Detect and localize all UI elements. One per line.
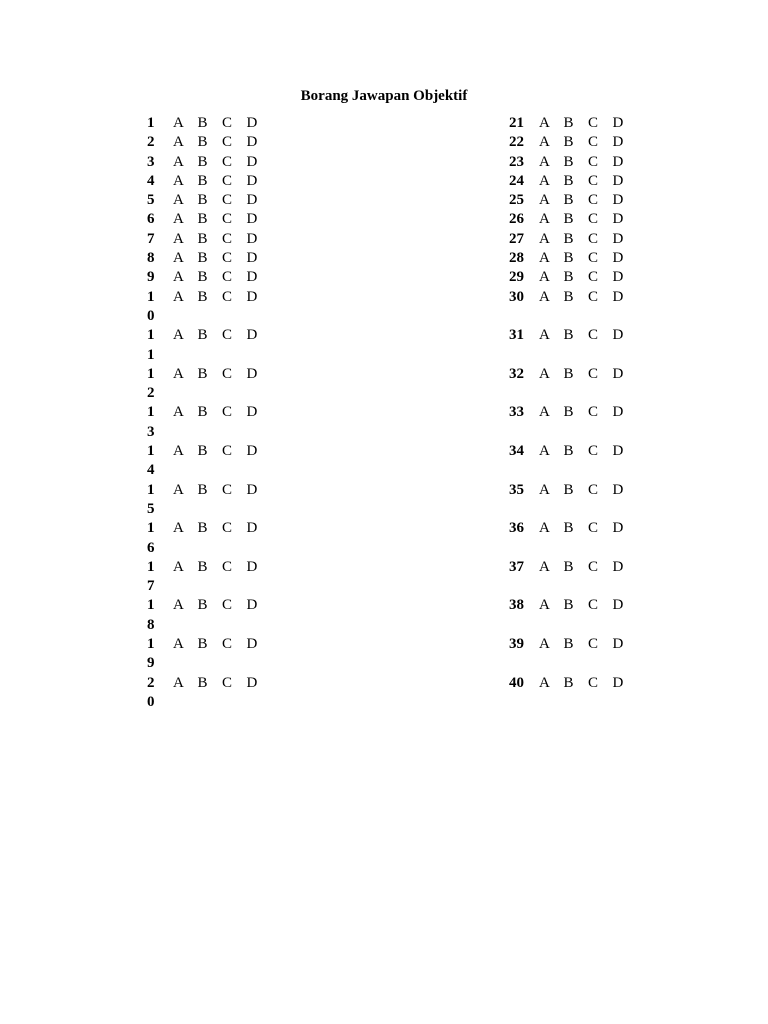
answer-row — [509, 326, 637, 365]
answer-row — [147, 133, 271, 152]
option-a[interactable]: A — [539, 636, 550, 653]
option-b[interactable]: B — [563, 134, 574, 151]
question-number: 32 — [509, 365, 524, 382]
option-b[interactable]: B — [563, 327, 574, 344]
answer-options — [539, 365, 637, 384]
question-number: 35 — [509, 481, 524, 498]
option-c[interactable]: C — [588, 597, 599, 614]
answer-options — [539, 442, 637, 461]
answer-row — [147, 326, 271, 365]
option-c[interactable]: C — [588, 327, 599, 344]
answer-row — [147, 249, 271, 268]
question-number: 22 — [509, 134, 524, 151]
option-c[interactable]: C — [588, 115, 599, 131]
option-b[interactable]: B — [197, 211, 208, 228]
answer-row — [509, 403, 637, 442]
answer-row — [147, 403, 271, 442]
option-a[interactable]: A — [173, 288, 184, 305]
option-d[interactable]: D — [612, 558, 624, 575]
answer-options — [173, 133, 271, 152]
option-d[interactable]: D — [612, 192, 624, 209]
option-b[interactable]: B — [563, 153, 574, 170]
option-d[interactable]: D — [246, 288, 258, 305]
question-number: 20 — [147, 674, 155, 710]
option-d[interactable]: D — [246, 230, 258, 247]
option-c[interactable]: C — [588, 520, 599, 537]
answer-row — [147, 153, 271, 172]
answer-options — [173, 210, 271, 229]
answer-options — [173, 442, 271, 461]
answer-options — [539, 326, 637, 345]
option-d[interactable]: D — [246, 558, 258, 575]
answer-row — [509, 558, 637, 597]
answer-options — [173, 191, 271, 210]
answer-options — [173, 249, 271, 268]
option-c[interactable]: C — [588, 250, 599, 267]
option-c[interactable]: C — [588, 211, 599, 228]
option-a[interactable]: A — [539, 558, 550, 575]
option-c[interactable]: C — [222, 250, 233, 267]
option-a[interactable]: A — [173, 636, 184, 653]
question-number: 9 — [147, 269, 155, 286]
answer-row — [147, 674, 271, 713]
option-a[interactable]: A — [539, 115, 550, 131]
option-c[interactable]: C — [588, 134, 599, 151]
question-number: 11 — [147, 327, 155, 363]
option-c[interactable]: C — [588, 443, 599, 460]
answer-row — [147, 268, 271, 287]
answer-options — [539, 288, 637, 307]
option-d[interactable]: D — [246, 172, 258, 189]
option-d[interactable]: D — [612, 520, 624, 537]
answer-column-left — [147, 114, 271, 712]
answer-options — [173, 481, 271, 500]
option-a[interactable]: A — [539, 481, 550, 498]
question-number: 40 — [509, 674, 524, 691]
option-b[interactable]: B — [563, 115, 574, 131]
option-c[interactable]: C — [222, 192, 233, 209]
option-c[interactable]: C — [222, 558, 233, 575]
question-number: 2 — [147, 134, 155, 151]
answer-row — [509, 114, 637, 133]
answer-row — [147, 365, 271, 404]
question-number: 4 — [147, 172, 155, 189]
page-title: Borang Jawapan Objektif — [300, 88, 468, 104]
answer-row — [509, 191, 637, 210]
question-number: 12 — [147, 365, 155, 402]
answer-row — [147, 442, 271, 481]
option-a[interactable]: A — [539, 192, 550, 209]
option-d[interactable]: D — [246, 481, 258, 498]
option-d[interactable]: D — [612, 230, 624, 247]
answer-options — [173, 558, 271, 577]
question-number: 27 — [509, 230, 524, 247]
option-d[interactable]: D — [246, 153, 258, 170]
option-b[interactable]: B — [197, 250, 208, 267]
answer-options — [539, 558, 637, 577]
answer-row — [147, 172, 271, 191]
option-c[interactable]: C — [222, 134, 233, 151]
option-b[interactable]: B — [563, 520, 574, 537]
option-a[interactable]: A — [539, 365, 550, 382]
answer-row — [509, 153, 637, 172]
answer-options — [173, 674, 271, 693]
answer-options — [173, 153, 271, 172]
question-number: 39 — [509, 636, 524, 653]
option-a[interactable]: A — [173, 327, 184, 344]
answer-row — [147, 519, 271, 558]
answer-options — [539, 249, 637, 268]
answer-row — [509, 596, 637, 635]
option-a[interactable]: A — [539, 597, 550, 614]
option-c[interactable]: C — [588, 269, 599, 286]
option-c[interactable]: C — [222, 365, 233, 382]
option-d[interactable]: D — [612, 365, 624, 382]
question-number: 26 — [509, 211, 524, 228]
answer-column-right — [509, 114, 637, 712]
option-c[interactable]: C — [222, 288, 233, 305]
answer-options — [539, 635, 637, 654]
option-c[interactable]: C — [222, 404, 233, 421]
option-b[interactable]: B — [563, 250, 574, 267]
option-a[interactable]: A — [173, 250, 184, 267]
option-c[interactable]: C — [222, 172, 233, 189]
option-b[interactable]: B — [197, 115, 208, 131]
option-b[interactable]: B — [197, 404, 208, 421]
answer-options — [539, 674, 637, 693]
answer-options — [539, 481, 637, 500]
option-a[interactable]: A — [173, 269, 184, 286]
option-b[interactable]: B — [197, 636, 208, 653]
answer-row — [509, 230, 637, 249]
option-d[interactable]: D — [612, 597, 624, 614]
option-a[interactable]: A — [539, 520, 550, 537]
answer-row — [509, 172, 637, 191]
answer-options — [173, 230, 271, 249]
question-number: 21 — [509, 115, 524, 131]
option-a[interactable]: A — [173, 192, 184, 209]
answer-options — [539, 519, 637, 538]
question-number: 24 — [509, 172, 524, 189]
option-a[interactable]: A — [173, 558, 184, 575]
option-c[interactable]: C — [222, 230, 233, 247]
question-number: 30 — [509, 288, 524, 305]
option-a[interactable]: A — [539, 250, 550, 267]
option-b[interactable]: B — [563, 230, 574, 247]
option-a[interactable]: A — [539, 288, 550, 305]
option-b[interactable]: B — [563, 481, 574, 498]
option-b[interactable]: B — [563, 172, 574, 189]
question-number: 15 — [147, 481, 155, 517]
answer-options — [539, 191, 637, 210]
option-d[interactable]: D — [246, 636, 258, 653]
answer-options — [173, 596, 271, 615]
option-d[interactable]: D — [612, 443, 624, 460]
option-a[interactable]: A — [173, 211, 184, 228]
answer-options — [173, 635, 271, 654]
question-number: 8 — [147, 250, 155, 267]
option-b[interactable]: B — [563, 404, 574, 421]
option-b[interactable]: B — [563, 288, 574, 305]
answer-row — [509, 635, 637, 674]
option-b[interactable]: B — [563, 192, 574, 209]
option-d[interactable]: D — [612, 211, 624, 228]
option-a[interactable]: A — [539, 443, 550, 460]
question-number: 13 — [147, 404, 155, 440]
answer-options — [173, 288, 271, 307]
answer-options — [539, 230, 637, 249]
option-d[interactable]: D — [612, 172, 624, 189]
option-c[interactable]: C — [588, 288, 599, 305]
option-d[interactable]: D — [612, 674, 624, 691]
option-b[interactable]: B — [197, 153, 208, 170]
option-d[interactable]: D — [612, 481, 624, 498]
option-d[interactable]: D — [246, 597, 258, 614]
answer-options — [173, 365, 271, 384]
option-d[interactable]: D — [246, 211, 258, 228]
option-b[interactable]: B — [563, 558, 574, 575]
answer-options — [173, 268, 271, 287]
option-a[interactable]: A — [539, 404, 550, 421]
option-d[interactable]: D — [612, 115, 624, 131]
option-c[interactable]: C — [588, 404, 599, 421]
option-c[interactable]: C — [588, 192, 599, 209]
answer-options — [539, 210, 637, 229]
option-c[interactable]: C — [588, 674, 599, 691]
answer-options — [173, 326, 271, 345]
option-b[interactable]: B — [197, 365, 208, 382]
option-d[interactable]: D — [246, 192, 258, 209]
option-b[interactable]: B — [197, 327, 208, 344]
option-a[interactable]: A — [539, 269, 550, 286]
option-a[interactable]: A — [173, 153, 184, 170]
option-b[interactable]: B — [563, 365, 574, 382]
option-b[interactable]: B — [563, 269, 574, 286]
option-b[interactable]: B — [197, 481, 208, 498]
question-number: 23 — [509, 153, 524, 170]
answer-options — [539, 172, 637, 191]
answer-row — [147, 558, 271, 597]
option-c[interactable]: C — [588, 153, 599, 170]
option-d[interactable]: D — [612, 134, 624, 151]
option-d[interactable]: D — [246, 250, 258, 267]
option-b[interactable]: B — [197, 597, 208, 614]
answer-row — [147, 210, 271, 229]
option-a[interactable]: A — [173, 115, 184, 131]
answer-row — [147, 596, 271, 635]
option-c[interactable]: C — [222, 443, 233, 460]
option-c[interactable]: C — [222, 327, 233, 344]
option-d[interactable]: D — [612, 288, 624, 305]
option-b[interactable]: B — [197, 134, 208, 151]
option-a[interactable]: A — [173, 481, 184, 498]
question-number: 25 — [509, 192, 524, 209]
option-c[interactable]: C — [222, 481, 233, 498]
option-a[interactable]: A — [539, 211, 550, 228]
option-c[interactable]: C — [222, 636, 233, 653]
answer-row — [147, 288, 271, 327]
option-b[interactable]: B — [197, 674, 208, 691]
option-a[interactable]: A — [539, 230, 550, 247]
question-number: 7 — [147, 230, 155, 247]
option-c[interactable]: C — [588, 481, 599, 498]
option-c[interactable]: C — [222, 211, 233, 228]
question-number: 38 — [509, 597, 524, 614]
option-d[interactable]: D — [246, 365, 258, 382]
option-d[interactable]: D — [612, 636, 624, 653]
option-d[interactable]: D — [246, 269, 258, 286]
option-b[interactable]: B — [197, 520, 208, 537]
option-c[interactable]: C — [222, 674, 233, 691]
answer-row — [509, 268, 637, 287]
option-a[interactable]: A — [173, 674, 184, 691]
question-number: 19 — [147, 636, 155, 672]
answer-options — [539, 268, 637, 287]
answer-row — [147, 114, 271, 133]
answer-row — [147, 635, 271, 674]
question-number: 5 — [147, 192, 155, 209]
answer-row — [509, 210, 637, 229]
option-c[interactable]: C — [588, 558, 599, 575]
question-number: 3 — [147, 153, 155, 170]
answer-options — [173, 172, 271, 191]
option-a[interactable]: A — [173, 134, 184, 151]
option-b[interactable]: B — [563, 211, 574, 228]
answer-options — [539, 114, 637, 133]
option-b[interactable]: B — [197, 288, 208, 305]
answer-row — [147, 481, 271, 520]
answer-row — [509, 674, 637, 713]
option-a[interactable]: A — [539, 134, 550, 151]
answer-options — [539, 133, 637, 152]
option-c[interactable]: C — [222, 269, 233, 286]
option-a[interactable]: A — [539, 172, 550, 189]
option-b[interactable]: B — [563, 674, 574, 691]
answer-row — [147, 191, 271, 210]
option-c[interactable]: C — [588, 636, 599, 653]
option-b[interactable]: B — [197, 558, 208, 575]
option-d[interactable]: D — [246, 115, 258, 131]
option-c[interactable]: C — [222, 153, 233, 170]
answer-row — [509, 519, 637, 558]
question-number: 18 — [147, 597, 155, 633]
option-c[interactable]: C — [222, 597, 233, 614]
option-d[interactable]: D — [612, 404, 624, 421]
option-b[interactable]: B — [563, 443, 574, 460]
option-d[interactable]: D — [612, 153, 624, 170]
question-number: 37 — [509, 558, 524, 575]
question-number: 10 — [147, 288, 155, 324]
option-b[interactable]: B — [197, 192, 208, 209]
option-d[interactable]: D — [246, 520, 258, 537]
answer-row — [509, 288, 637, 327]
option-c[interactable]: C — [588, 230, 599, 247]
option-d[interactable]: D — [246, 443, 258, 460]
option-b[interactable]: B — [563, 636, 574, 653]
option-a[interactable]: A — [539, 327, 550, 344]
option-d[interactable]: D — [612, 327, 624, 344]
option-a[interactable]: A — [539, 674, 550, 691]
answer-options — [539, 153, 637, 172]
option-a[interactable]: A — [173, 520, 184, 537]
question-number: 28 — [509, 250, 524, 267]
option-d[interactable]: D — [612, 250, 624, 267]
option-c[interactable]: C — [222, 115, 233, 131]
option-a[interactable]: A — [173, 443, 184, 460]
answer-options — [173, 519, 271, 538]
option-a[interactable]: A — [173, 172, 184, 189]
option-c[interactable]: C — [222, 520, 233, 537]
answer-row — [509, 133, 637, 152]
question-number: 14 — [147, 443, 155, 479]
question-number: 17 — [147, 558, 155, 595]
option-d[interactable]: D — [246, 404, 258, 421]
answer-options — [539, 596, 637, 615]
question-number: 29 — [509, 269, 524, 286]
question-number: 1 — [147, 115, 155, 131]
question-number: 31 — [509, 327, 524, 344]
option-b[interactable]: B — [197, 443, 208, 460]
answer-row — [147, 230, 271, 249]
option-b[interactable]: B — [563, 597, 574, 614]
question-number: 34 — [509, 443, 524, 460]
option-c[interactable]: C — [588, 365, 599, 382]
option-b[interactable]: B — [197, 172, 208, 189]
option-c[interactable]: C — [588, 172, 599, 189]
option-d[interactable]: D — [246, 134, 258, 151]
answer-row — [509, 365, 637, 404]
answer-row — [509, 442, 637, 481]
question-number: 6 — [147, 211, 155, 228]
answer-row — [509, 249, 637, 268]
answer-options — [173, 403, 271, 422]
question-number: 16 — [147, 520, 155, 556]
option-a[interactable]: A — [539, 153, 550, 170]
option-a[interactable]: A — [173, 597, 184, 614]
answer-options — [539, 403, 637, 422]
option-b[interactable]: B — [197, 269, 208, 286]
question-number: 36 — [509, 520, 524, 537]
option-d[interactable]: D — [246, 674, 258, 691]
question-number: 33 — [509, 404, 524, 421]
option-a[interactable]: A — [173, 404, 184, 421]
option-a[interactable]: A — [173, 365, 184, 382]
answer-row — [509, 481, 637, 520]
option-b[interactable]: B — [197, 230, 208, 247]
option-d[interactable]: D — [246, 327, 258, 344]
option-a[interactable]: A — [173, 230, 184, 247]
option-d[interactable]: D — [612, 269, 624, 286]
answer-options — [173, 114, 271, 133]
